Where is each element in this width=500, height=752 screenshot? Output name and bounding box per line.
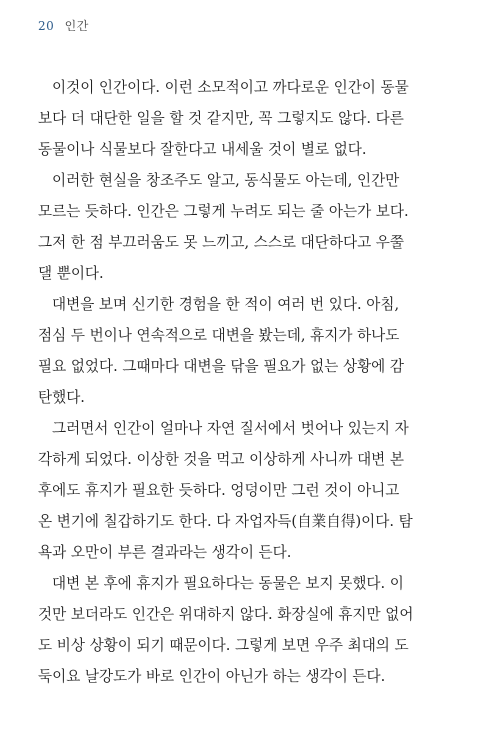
text-line: 온 변기에 칠갑하기도 한다. 다 자업자득(自業自得)이다. 탐 [38,513,413,530]
paragraph [38,165,462,289]
text-line: 점심 두 번이나 연속적으로 대변을 봤는데, 휴지가 하나도 [38,327,400,344]
text-line: 동물이나 식물보다 잘한다고 내세울 것이 별로 없다. [38,141,367,158]
paragraph [38,289,462,413]
text-line: 각하게 되었다. 이상한 것을 먹고 이상하게 사니까 대변 본 [38,451,404,468]
page-number: 20 [38,19,55,33]
text-line: 후에도 휴지가 필요한 듯하다. 엉덩이만 그런 것이 아니고 [38,482,400,499]
text-line: 것만 보더라도 인간은 위대하지 않다. 화장실에 휴지만 없어 [38,606,414,623]
text-line: 도 비상 상황이 되기 때문이다. 그렇게 보면 우주 최대의 도 [38,637,409,654]
text-line: 둑이요 날강도가 바로 인간이 아닌가 하는 생각이 든다. [38,668,386,685]
paragraph [38,568,462,692]
running-head [38,18,89,34]
text-line: 모르는 듯하다. 인간은 그렇게 누려도 되는 줄 아는가 보다. [38,203,409,220]
text-line: 이러한 현실을 창조주도 알고, 동식물도 아는데, 인간만 [52,172,400,189]
text-line: 대변 본 후에 휴지가 필요하다는 동물은 보지 못했다. 이 [52,575,404,592]
text-line: 보다 더 대단한 일을 할 것 같지만, 꼭 그렇지도 않다. 다른 [38,110,404,127]
text-line: 대변을 보며 신기한 경험을 한 적이 여러 번 있다. 아침, [52,296,400,313]
text-line: 필요 없었다. 그때마다 대변을 닦을 필요가 없는 상황에 감 [38,358,404,375]
text-line: 그러면서 인간이 얼마나 자연 질서에서 벗어나 있는지 자 [52,420,409,437]
text-line: 욕과 오만이 부른 결과라는 생각이 든다. [38,544,292,561]
body-text [38,72,462,692]
text-line: 그저 한 점 부끄러움도 못 느끼고, 스스로 대단하다고 우쭐 [38,234,404,251]
text-line: 이것이 인간이다. 이런 소모적이고 까다로운 인간이 동물 [52,79,409,96]
paragraph [38,72,462,165]
paragraph [38,413,462,568]
text-line: 탄했다. [38,389,85,406]
chapter-title: 인간 [64,19,89,33]
text-line: 댈 뿐이다. [38,265,104,282]
